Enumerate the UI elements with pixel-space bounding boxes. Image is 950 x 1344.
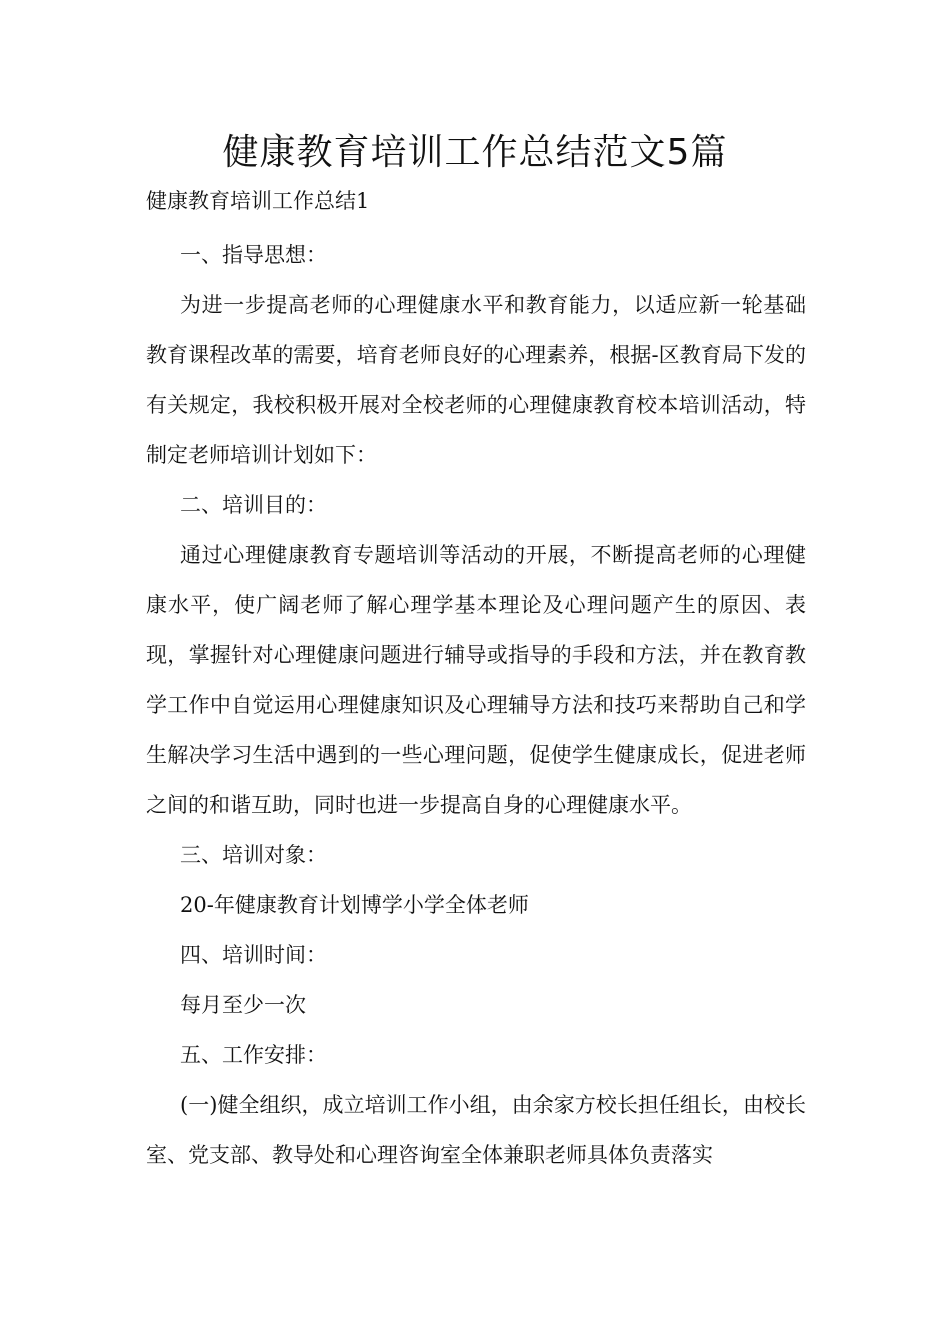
heading-training-time: 四、培训时间：	[180, 943, 327, 967]
heading-training-purpose: 二、培训目的：	[180, 493, 327, 517]
paragraph-guiding-thought: 为进一步提高老师的心理健康水平和教育能力，以适应新一轮基础教育课程改革的需要，培育老师良好的心理素养，根据-区教育局下发的有关规定，我校积极开展对全校老师的心理健康教育校本培训活动，特制定老师培训计划如下：	[146, 293, 806, 467]
paragraph-training-purpose: 通过心理健康教育专题培训等活动的开展，不断提高老师的心理健康水平，使广阔老师了解心理学基本理论及心理问题产生的原因、表现，掌握针对心理健康问题进行辅导或指导的手段和方法，并在教育教学工作中自觉运用心理健康知识及心理辅导方法和技巧来帮助自己和学生解决学习生活中遇到的一些心理问题，促使学生健康成长，促进老师之间的和谐互助，同时也进一步提高自身的心理健康水平。	[146, 543, 806, 817]
heading-guiding-thought: 一、指导思想：	[180, 243, 327, 267]
heading-work-arrangement: 五、工作安排：	[180, 1043, 327, 1067]
document-title: 健康教育培训工作总结范文5篇	[222, 132, 728, 173]
paragraph-training-time: 每月至少一次	[180, 993, 306, 1017]
section-heading: 健康教育培训工作总结1	[146, 189, 370, 213]
paragraph-training-target: 20-年健康教育计划博学小学全体老师	[180, 893, 529, 917]
paragraph-work-arrangement: (一)健全组织，成立培训工作小组，由余家方校长担任组长，由校长室、党支部、教导处和心理咨询室全体兼职老师具体负责落实	[146, 1093, 806, 1167]
document-body	[146, 230, 806, 1180]
heading-training-target: 三、培训对象：	[180, 843, 327, 867]
